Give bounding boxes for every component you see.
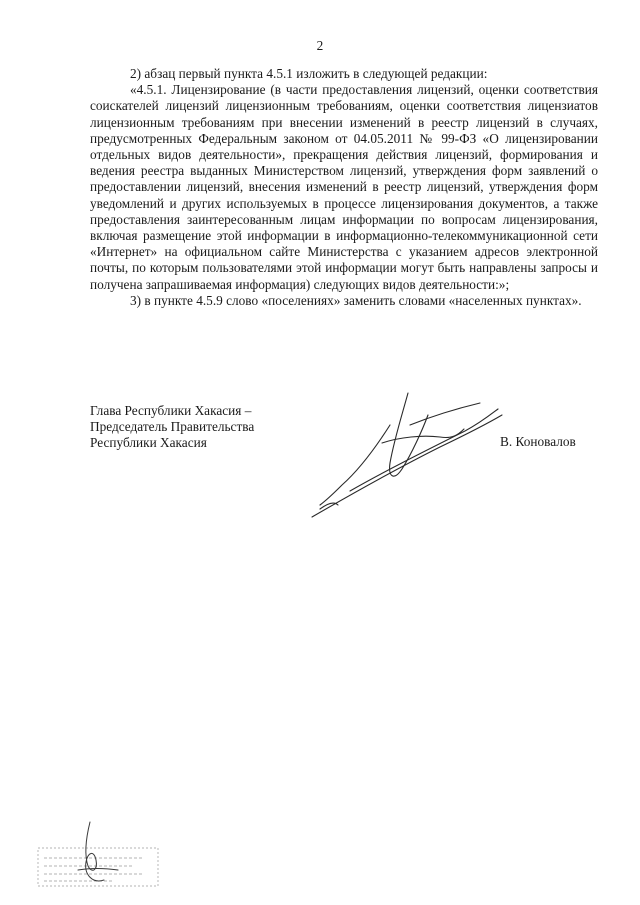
signatory-title-line: Республики Хакасия xyxy=(90,435,207,451)
signatory-name: В. Коновалов xyxy=(500,434,576,449)
paragraph-amendment-3: 3) в пункте 4.5.9 слово «поселениях» заменить словами «населенных пунктах». xyxy=(130,292,582,308)
signatory-title xyxy=(90,403,300,452)
paragraph-amendment-2: 2) абзац первый пункта 4.5.1 изложить в следующей редакции: xyxy=(130,66,488,81)
approval-stamp xyxy=(34,818,184,890)
document-body xyxy=(90,66,598,309)
signatory-title-line: Глава Республики Хакасия – xyxy=(90,403,252,418)
paragraph-clause-4-5-1: «4.5.1. Лицензирование (в части предоставления лицензий, оценки соответствия соискателей лицензий лицензионным требованиям, оценки соответствия лицензиатов лицензионным требованиям при внесении изменений в реестр лицензий в случаях, предусмотренных Федеральным законом от 04.05.2011 № 99-ФЗ «О лицензировании отдельных видов деятельности», прекращения действия лицензий, формирования и ведения реестра выданных Министерством лицензий, утверждения форм заявлений о предоставлении лицензий, внесения изменений в реестр лицензий, утверждения форм уведомлений и других используемых в процессе лицензирования документов, а также предоставления заинтересованным лицам информации по вопросам лицензирования, включая размещение этой информации в информационно-телекоммуникационной сети «Интернет» на официальном сайте Министерства с указанием адресов электронной почты, по которым пользователями этой информации могут быть направлены запросы и получена запрашиваемая информация) следующих видов деятельности:»; xyxy=(90,82,598,292)
page-number: 2 xyxy=(316,38,324,53)
handwritten-signature xyxy=(290,385,515,525)
signatory-title-line: Председатель Правительства xyxy=(90,419,255,435)
